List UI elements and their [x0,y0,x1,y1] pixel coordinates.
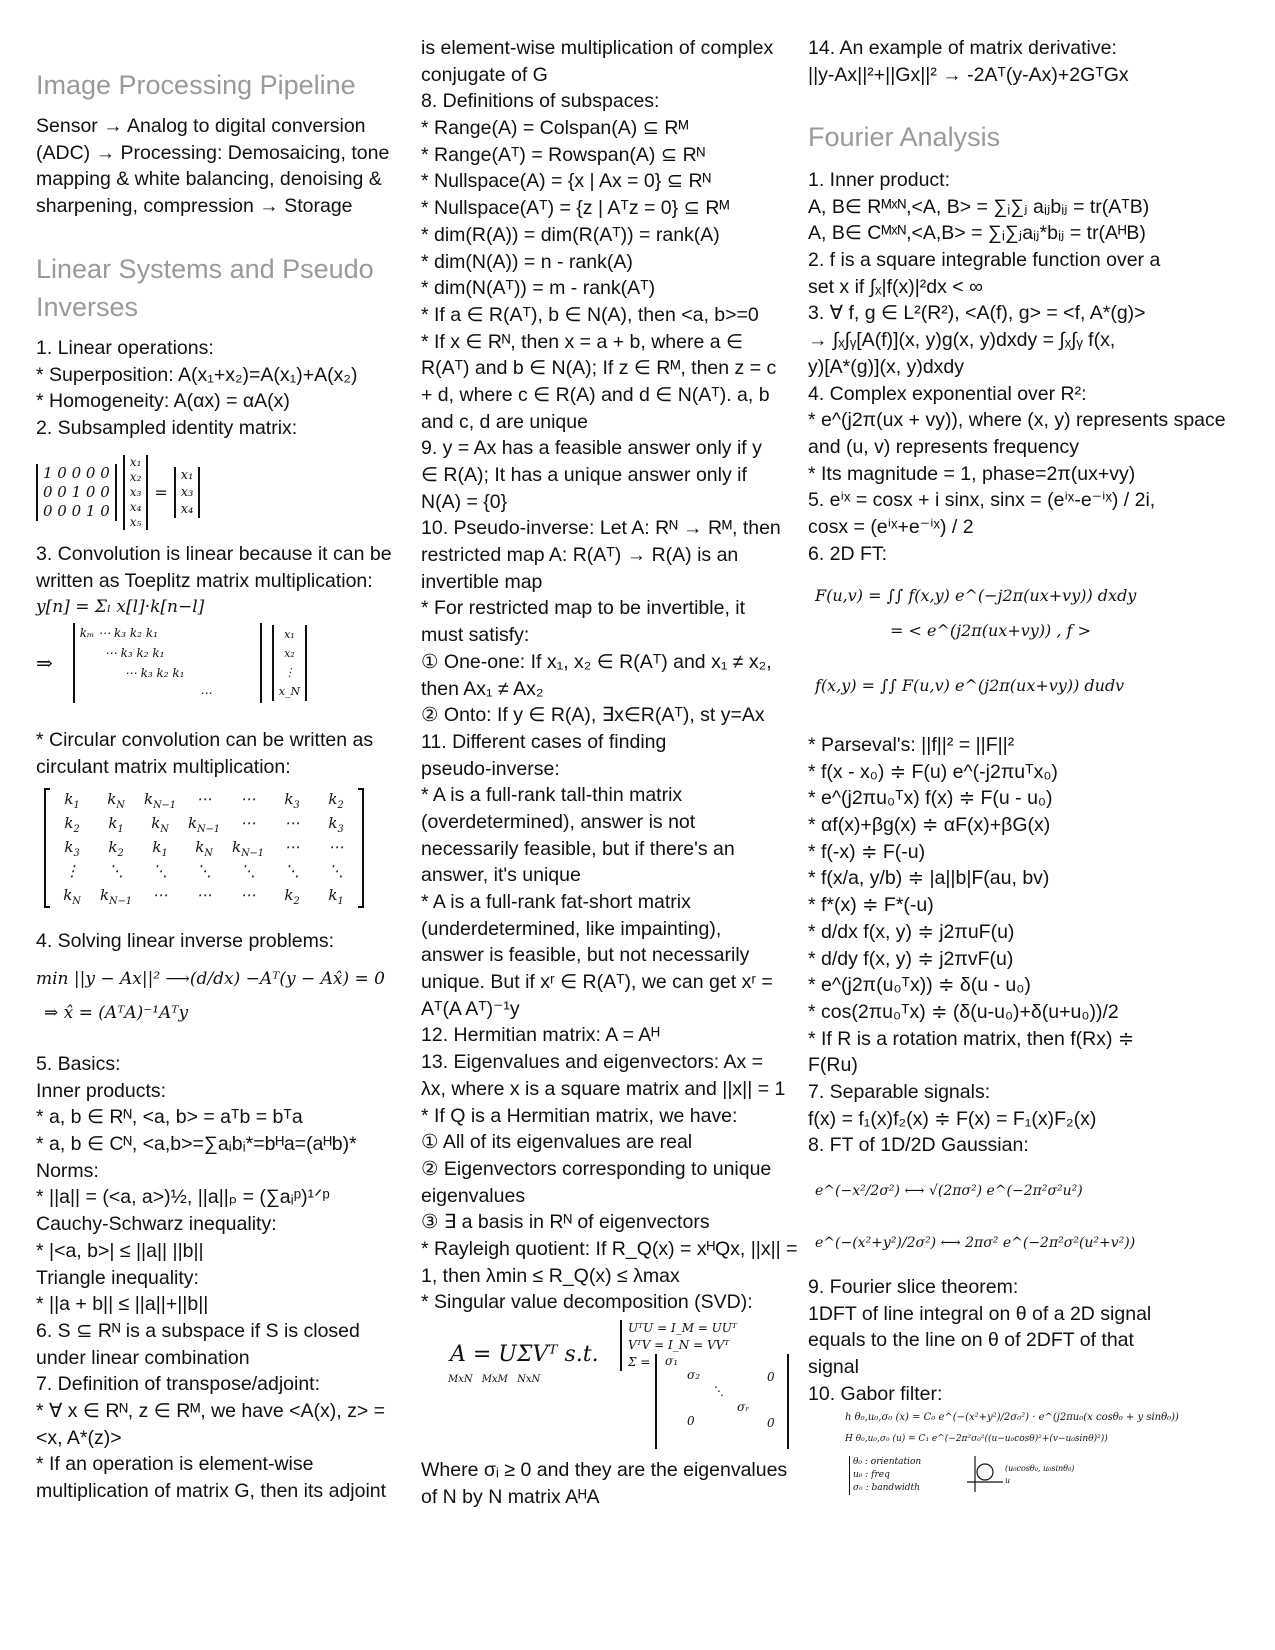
text-line: 1. Linear operations: [36,337,214,359]
text-line: 7. Separable signals: [808,1080,991,1103]
text-line: invertible map [421,570,543,593]
legend-frequency: u₀ : freq [853,1470,890,1480]
entry-base: ⋱ [152,861,168,880]
gabor-frequency-equation: H θ₀,u₀,σ₀ (u) = C₁ e^(−2π²σ₀²((u−u₀cosθ)²+(v−u₀sinθ)²)) [845,1434,1108,1444]
text-line: 3. ∀ f, g ∈ L²(R²), <A(f), g> = <f, A*(g)> [808,302,1146,325]
text-line: (ADC) → Processing: Demosaicing, tone [36,141,390,164]
text-line: ③ ∃ a basis in Rᴺ of eigenvectors [421,1211,710,1234]
circulant-row [50,836,358,860]
u-axis-label: u [1005,1476,1011,1485]
sigma-entry: σᵣ [737,1400,750,1414]
text-line: * A is a full-rank tall-thin matrix [421,784,683,807]
vector-entry: x₂ [284,647,295,660]
sigma-entry: σ₁ [665,1354,679,1368]
sigma-matrix [655,1354,789,1449]
circulant-entry [182,788,226,812]
entry-subscript: 3 [337,823,344,835]
text-line: * ||a + b|| ≤ ||a||+||b|| [36,1293,209,1316]
entry-base: k [328,885,338,904]
text-line: signal [808,1356,859,1379]
x-vector [272,625,307,701]
text-line: written as Toeplitz matrix multiplication: [36,569,373,592]
circulant-row [50,788,358,812]
text-line: f(x) = f₁(x)f₂(x) ≑ F(x) = F₁(x)F₂(x) [808,1107,1097,1130]
entry-base: k [284,789,294,808]
text-line: 7. Definition of transpose/adjoint: [36,1373,321,1396]
text-line: multiplication of matrix G, then its adjoint [36,1480,387,1502]
text-line: 11. Different cases of finding [421,730,667,753]
circulant-entry [138,788,182,812]
y-vector [174,467,201,518]
entry-base: k [151,813,161,832]
text-line: * |<a, b>| ≤ ||a|| ||b|| [36,1239,204,1262]
entry-subscript: 2 [337,799,344,811]
frequency-axes-icon [965,1454,1005,1494]
entry-base: ⋯ [240,885,256,904]
text-line: 2. Subsampled identity matrix: [36,417,298,440]
text-line: sharpening, compression → Storage [36,195,353,218]
zero-entry: 0 [767,1416,775,1430]
text-line: * d/dx f(x, y) ≑ j2πuF(u) [808,920,1015,943]
text-line: unique. But if xʳ ∈ R(Aᵀ), we can get xʳ = [421,971,773,994]
matrix-row: kₘ ⋯ k₃ k₂ k₁ [79,626,158,640]
svd-explanation-text [421,1457,787,1510]
text-line: * A is a full-rank fat-short matrix [421,891,691,913]
text-line: 1. Inner product: [808,169,951,191]
circulant-entry [182,836,226,860]
sigma-label: Σ = [628,1355,651,1369]
heading-image-processing-pipeline: Image Processing Pipeline [36,70,356,100]
matrix-row: 1 0 0 0 0 [43,463,110,482]
text-line: 5. Basics: [36,1053,121,1075]
entry-base: ⋯ [240,789,256,808]
text-line: * e^(j2πu₀ᵀx) f(x) ≑ F(u - u₀) [808,787,1053,810]
legend-orientation: θ₀ : orientation [853,1457,922,1467]
text-line: * ||a|| = (<a, a>)½, ||a||ₚ = (∑aᵢᵖ)¹ᐟᵖ [36,1186,330,1209]
forward-ft-equation: F(u,v) = ∫∫ f(x,y) e^(−j2π(ux+vy)) dxdy [815,586,1137,605]
circulant-entry [314,860,358,884]
entry-base: k [64,813,74,832]
circulant-entry [138,836,182,860]
matrix-row: ⋯ k₃ k₂ k₁ [124,666,185,680]
text-line: * αf(x)+βg(x) ≑ αF(x)+βG(x) [808,814,1051,837]
text-line: * Nullspace(Aᵀ) = {z | Aᵀz = 0} ⊆ Rᴹ [421,197,730,220]
text-line: restricted map A: R(Aᵀ) → R(A) is an [421,544,739,567]
text-line: * If an operation is element-wise [36,1453,314,1476]
convolution-text [36,541,392,594]
circulant-row [50,812,358,836]
entry-base: ⋯ [284,837,300,856]
svd-dimensions: MxN MxM NxN [448,1374,541,1385]
entry-base: k [232,837,242,856]
text-line: 9. Fourier slice theorem: [808,1276,1019,1298]
text-line: (underdetermined, like impainting), [421,917,722,940]
inverse-ft-equation: f(x,y) = ∫∫ F(u,v) e^(j2π(ux+vy)) dudv [815,676,1125,695]
text-line: → ∫ₓ∫ᵧ[A(f)](x, y)g(x, y)dxdy = ∫ₓ∫ᵧ f(x, [808,329,1116,352]
circulant-entry [182,812,226,836]
normal-equation-solution: ⇒ x̂ = (AᵀA)⁻¹Aᵀy [44,1003,189,1023]
subsampled-identity-figure [36,448,200,536]
entry-base: k [284,885,294,904]
vector-entry: x₁ [180,467,194,483]
text-line: necessarily feasible, but if there's an [421,837,735,860]
text-line: * Parseval's: ||f||² = ||F||² [808,734,1015,756]
inverse-problem-equations [36,962,385,1030]
vector-entry: x₄ [180,501,194,517]
text-line: ② Onto: If y ∈ R(A), ∃x∈R(Aᵀ), st y=Ax [421,704,765,727]
entry-base: k [108,837,118,856]
entry-base: k [63,885,73,904]
text-line: A, B∈ Cᴹˣᴺ,<A,B> = ∑ᵢ∑ⱼaᵢⱼ*bᵢⱼ = tr(AᴴB) [808,222,1146,245]
text-line: * e^(j2π(ux + vy)), where (x, y) represents space [808,409,1226,432]
text-line: equals to the line on θ of 2DFT of that [808,1329,1134,1352]
entry-subscript: 1 [161,847,168,859]
text-line: and (u, v) represents frequency [808,435,1079,458]
text-line: * e^(j2π(u₀ᵀx)) ≑ δ(u - u₀) [808,974,1031,997]
text-line: must satisfy: [421,624,530,647]
gaussian-1d: e^(−x²/2σ²) ⟷ √(2πσ²) e^(−2π²σ²u²) [815,1183,1083,1199]
gaussian-2d: e^(−(x²+y²)/2σ²) ⟷ 2πσ² e^(−2π²σ²(u²+v²)) [815,1235,1136,1251]
entry-base: k [188,813,198,832]
ft-inner-product: = < e^(j2π(ux+vy)) , f > [890,621,1091,640]
circulant-entry [182,884,226,908]
entry-base: ⋱ [196,861,212,880]
gaussian-ft-equations [815,1165,1135,1269]
matrix-row: ⋯ k₃ k₂ k₁ [104,646,165,660]
heading-linear-systems: Linear Systems and Pseudo Inverses [36,254,374,322]
text-line: * Rayleigh quotient: If R_Q(x) = xᴴQx, ||x|| = [421,1237,798,1260]
text-line: mapping & white balancing, denoising & [36,168,382,191]
gabor-center-label: (u₀cosθ₀, u₀sinθ₀) [1005,1464,1075,1473]
text-line: pseudo-inverse: [421,757,560,780]
entry-base: k [152,837,162,856]
linear-operations-text [36,335,357,442]
text-line: * For restricted map to be invertible, it [421,597,746,620]
text-line: * f(x - x₀) ≑ F(u) e^(-j2πuᵀx₀) [808,760,1058,783]
vector-entry: x_N [278,685,301,698]
circulant-entry [314,812,358,836]
ft-properties-text [808,732,1134,1159]
entry-base: ⋯ [284,813,300,832]
zero-entry: 0 [687,1414,695,1428]
circulant-entry [314,884,358,908]
gabor-spatial-equation: h θ₀,u₀,σ₀ (x) = C₀ e^(−(x²+y²)/2σ₀²) · e^(j2πu₀(x cosθ₀ + y sinθ₀)) [845,1412,1179,1423]
circulant-entry [138,812,182,836]
text-line: ∈ R(A); It has a unique answer only if [421,464,747,486]
text-line: * a, b ∈ Rᴺ, <a, b> = aᵀb = bᵀa [36,1106,303,1129]
text-line: A, B∈ Rᴹˣᴺ,<A, B> = ∑ᵢ∑ⱼ aᵢⱼbᵢⱼ = tr(AᵀB) [808,195,1150,218]
text-line: * If Q is a Hermitian matrix, we have: [421,1104,738,1127]
legend-bandwidth: σ₀ : bandwidth [853,1483,920,1493]
text-line: set x if ∫ₓ|f(x)|²dx < ∞ [808,275,984,298]
matrix-row: 0 0 0 1 0 [43,501,110,520]
circulant-entry [50,884,94,908]
entry-base: ⋯ [240,813,256,832]
convolution-equation: y[n] = Σₗ x[l]·k[n−l] [36,597,205,617]
circulant-entry [94,788,138,812]
text-line: Aᵀ(A Aᵀ)⁻¹y [421,997,520,1020]
text-line: 13. Eigenvalues and eigenvectors: Ax = [421,1051,764,1074]
circulant-entry [94,884,138,908]
circulant-entry [270,884,314,908]
text-line: N(A) = {0} [421,490,508,513]
circulant-entry [270,812,314,836]
text-line: 9. y = Ax has a feasible answer only if y [421,437,762,460]
v-orthogonal: VᵀV = I_N = VVᵀ [628,1338,730,1352]
text-line: * Superposition: A(x₁+x₂)=A(x₁)+A(x₂) [36,363,358,386]
text-line: conjugate of G [421,63,548,86]
entry-base: ⋯ [196,789,212,808]
text-line: 6. 2D FT: [808,542,888,565]
text-line: Cauchy-Schwarz inequality: [36,1213,277,1236]
entry-subscript: 1 [337,895,344,907]
entry-base: ⋱ [328,861,344,880]
selection-matrix [36,464,117,521]
subspaces-and-pseudo-inverse-text [421,35,798,1316]
entry-subscript: N−1 [109,895,132,907]
entry-base: k [328,813,338,832]
vector-entry: x₃ [129,484,142,499]
vector-entry: ⋮ [283,666,295,679]
text-line: R(Aᵀ) and b ∈ N(A); If z ∈ Rᴹ, then z = c [421,357,777,380]
circulant-entry [50,860,94,884]
text-line: 1, then λmin ≤ R_Q(x) ≤ λmax [421,1264,680,1287]
circulant-entry [270,836,314,860]
text-line: <x, A*(z)> [36,1426,122,1449]
text-line: Norms: [36,1159,99,1182]
text-line: * Circular convolution can be written as [36,729,374,751]
text-line: is element-wise multiplication of complex [421,37,774,59]
vector-entry: x₅ [129,514,142,529]
entry-subscript: N [204,847,213,859]
matrix-derivative-text [808,35,1129,88]
text-line: y)[A*(g)](x, y)dxdy [808,355,965,378]
entry-base: k [100,885,110,904]
entry-subscript: 1 [117,823,124,835]
text-line: answer, it's unique [421,864,581,887]
text-line: * Range(Aᵀ) = Rowspan(A) ⊆ Rᴺ [421,143,706,166]
circulant-entry [182,860,226,884]
text-line: 2. f is a square integrable function over a [808,249,1161,272]
entry-base: k [64,837,74,856]
circulant-row [50,860,358,884]
circulant-entry [50,812,94,836]
entry-base: k [328,789,338,808]
text-line: ① All of its eigenvalues are real [421,1131,693,1154]
entry-subscript: N−1 [241,847,264,859]
circulant-row [50,884,358,908]
text-line: + d, where c ∈ R(A) and d ∈ N(Aᵀ). a, b [421,383,770,406]
pipeline-text [36,113,389,220]
text-line: * a, b ∈ Cᴺ, <a,b>=∑aᵢbᵢ*=bᴴa=(aᴴb)* [36,1133,357,1156]
entry-base: ⋱ [108,861,124,880]
text-line: 8. FT of 1D/2D Gaussian: [808,1134,1029,1157]
text-line: * ∀ x ∈ Rᴺ, z ∈ Rᴹ, we have <A(x), z> = [36,1399,386,1422]
entry-base: ⋮ [64,861,80,880]
2d-ft-equations [815,576,1136,716]
text-line: answer is feasible, but not necessarily [421,944,750,967]
entry-base: k [108,813,118,832]
u-orthogonal: UᵀU = I_M = UUᵀ [628,1321,737,1335]
entry-base: k [107,789,117,808]
text-line: 3. Convolution is linear because it can be [36,543,392,565]
text-line: then Ax₁ ≠ Ax₂ [421,677,544,700]
circulant-entry [50,788,94,812]
text-line: 8. Definitions of subspaces: [421,90,660,113]
inverse-problems-text [36,928,334,955]
circulant-entry [138,884,182,908]
entry-base: ⋯ [196,885,212,904]
text-line: * f*(x) ≑ F*(-u) [808,894,934,917]
entry-subscript: N [116,799,125,811]
equals-sign: = [154,482,168,502]
toeplitz-matrix [73,623,262,703]
text-line: 10. Pseudo-inverse: Let A: Rᴺ → Rᴹ, then [421,517,781,540]
vector-entry: x₄ [129,499,142,514]
text-line: * cos(2πu₀ᵀx) ≑ (δ(u-u₀)+δ(u+u₀))/2 [808,1000,1119,1023]
circulant-entry [94,812,138,836]
circulant-entry [50,836,94,860]
text-line: * If a ∈ R(Aᵀ), b ∈ N(A), then <a, b>=0 [421,303,759,326]
text-line: Sensor → Analog to digital conversion [36,115,366,137]
entry-base: k [144,789,154,808]
entry-subscript: 2 [293,895,300,907]
circulant-table [50,788,358,908]
text-line: λx, where x is a square matrix and ||x|| = 1 [421,1077,786,1100]
fourier-slice-gabor-text [808,1274,1151,1407]
svd-figure [440,1318,800,1456]
text-line: 4. Solving linear inverse problems: [36,930,335,952]
text-line: 6. S ⊆ Rᴺ is a subspace if S is closed [36,1319,360,1342]
text-line: 14. An example of matrix derivative: [808,37,1117,59]
sigma-entry: σ₂ [687,1368,701,1382]
entry-base: k [64,789,74,808]
matrix-row: ⋯ [199,686,212,700]
text-line: * If x ∈ Rᴺ, then x = a + b, where a ∈ [421,330,744,353]
text-line: cosx = (eⁱˣ+e⁻ⁱˣ) / 2 [808,515,974,538]
text-line: circulant matrix multiplication: [36,755,291,778]
circulant-entry [270,788,314,812]
text-line: Inner products: [36,1079,167,1102]
text-line: * dim(N(A)) = n - rank(A) [421,250,633,273]
entry-subscript: 3 [293,799,300,811]
gabor-legend [849,1456,921,1495]
text-line: eigenvalues [421,1184,526,1207]
text-line: ② Eigenvectors corresponding to unique [421,1157,772,1180]
least-squares-equation: min ||y − Ax||² ⟶(d/dx) −Aᵀ(y − Ax̂) = 0 [36,969,385,989]
circular-convolution-text [36,727,373,780]
entry-base: k [195,837,205,856]
implies-arrow: ⇒ [36,651,53,675]
text-line: * dim(N(Aᵀ)) = m - rank(Aᵀ) [421,277,656,300]
text-line: Where σᵢ ≥ 0 and they are the eigenvalues [421,1459,788,1481]
text-line: * Range(A) = Colspan(A) ⊆ Rᴹ [421,117,689,140]
circulant-entry [226,836,270,860]
text-line: and c, d are unique [421,410,588,433]
text-line: * If R is a rotation matrix, then f(Rx) ≑ [808,1027,1135,1050]
circulant-entry [270,860,314,884]
circulant-entry [94,860,138,884]
entry-subscript: 3 [73,847,80,859]
entry-base: ⋯ [328,837,344,856]
x-vector [123,455,149,530]
fourier-basics-text [808,167,1226,567]
svd-equation: A = UΣVᵀ s.t. [450,1342,599,1367]
text-line: F(Ru) [808,1054,858,1077]
circulant-entry [94,836,138,860]
vector-entry: x₁ [129,454,142,469]
text-line: * f(x/a, y/b) ≑ |a||b|F(au, bv) [808,867,1050,890]
text-line: Triangle inequality: [36,1266,199,1289]
text-line: (overdetermined), answer is not [421,810,696,833]
circulant-matrix [44,788,364,908]
entry-subscript: N−1 [197,823,220,835]
text-line: 12. Hermitian matrix: A = Aᴴ [421,1024,660,1047]
text-line: * d/dy f(x, y) ≑ j2πvF(u) [808,947,1014,970]
entry-base: ⋱ [240,861,256,880]
entry-subscript: 2 [73,823,80,835]
circulant-entry [226,860,270,884]
entry-base: ⋯ [152,885,168,904]
text-line: * f(-x) ≑ F(-u) [808,840,926,863]
sigma-entry: ⋱ [712,1384,724,1398]
text-line: * Nullspace(A) = {x | Ax = 0} ⊆ Rᴺ [421,170,711,193]
entry-subscript: 2 [117,847,124,859]
entry-subscript: 1 [73,799,80,811]
basics-text [36,1051,386,1505]
text-line: 5. eⁱˣ = cosx + i sinx, sinx = (eⁱˣ-e⁻ⁱˣ) / 2i, [808,489,1156,512]
circulant-entry [226,884,270,908]
entry-subscript: N [160,823,169,835]
text-line: 4. Complex exponential over R²: [808,382,1087,405]
gabor-filter-figure [845,1412,1205,1532]
entry-base: ⋱ [284,861,300,880]
vector-entry: x₃ [180,484,194,500]
vector-entry: x₁ [284,628,295,641]
vector-entry: x₂ [129,469,142,484]
text-line: of N by N matrix AᴴA [421,1485,600,1508]
matrix-row: 0 0 1 0 0 [43,482,110,501]
entry-subscript: N−1 [153,799,176,811]
text-line: * Homogeneity: A(αx) = αA(x) [36,390,290,413]
circulant-entry [138,860,182,884]
circulant-entry [314,788,358,812]
text-line: ||y-Ax||²+||Gx||² → -2Aᵀ(y-Ax)+2GᵀGx [808,63,1129,86]
circulant-entry [226,788,270,812]
text-line: * dim(R(A)) = dim(R(Aᵀ)) = rank(A) [421,223,720,246]
text-line: 10. Gabor filter: [808,1382,943,1405]
entry-subscript: N [72,895,81,907]
text-line: * Its magnitude = 1, phase=2π(ux+vy) [808,462,1136,485]
zero-entry: 0 [767,1370,775,1384]
heading-fourier-analysis: Fourier Analysis [808,122,1001,152]
text-line: under linear combination [36,1346,250,1369]
text-line: 1DFT of line integral on θ of a 2D signal [808,1302,1152,1325]
text-line: ① One-one: If x₁, x₂ ∈ R(Aᵀ) and x₁ ≠ x₂, [421,650,772,673]
circulant-entry [314,836,358,860]
circulant-entry [226,812,270,836]
toeplitz-figure [36,597,396,725]
text-line: * Singular value decomposition (SVD): [421,1291,753,1314]
